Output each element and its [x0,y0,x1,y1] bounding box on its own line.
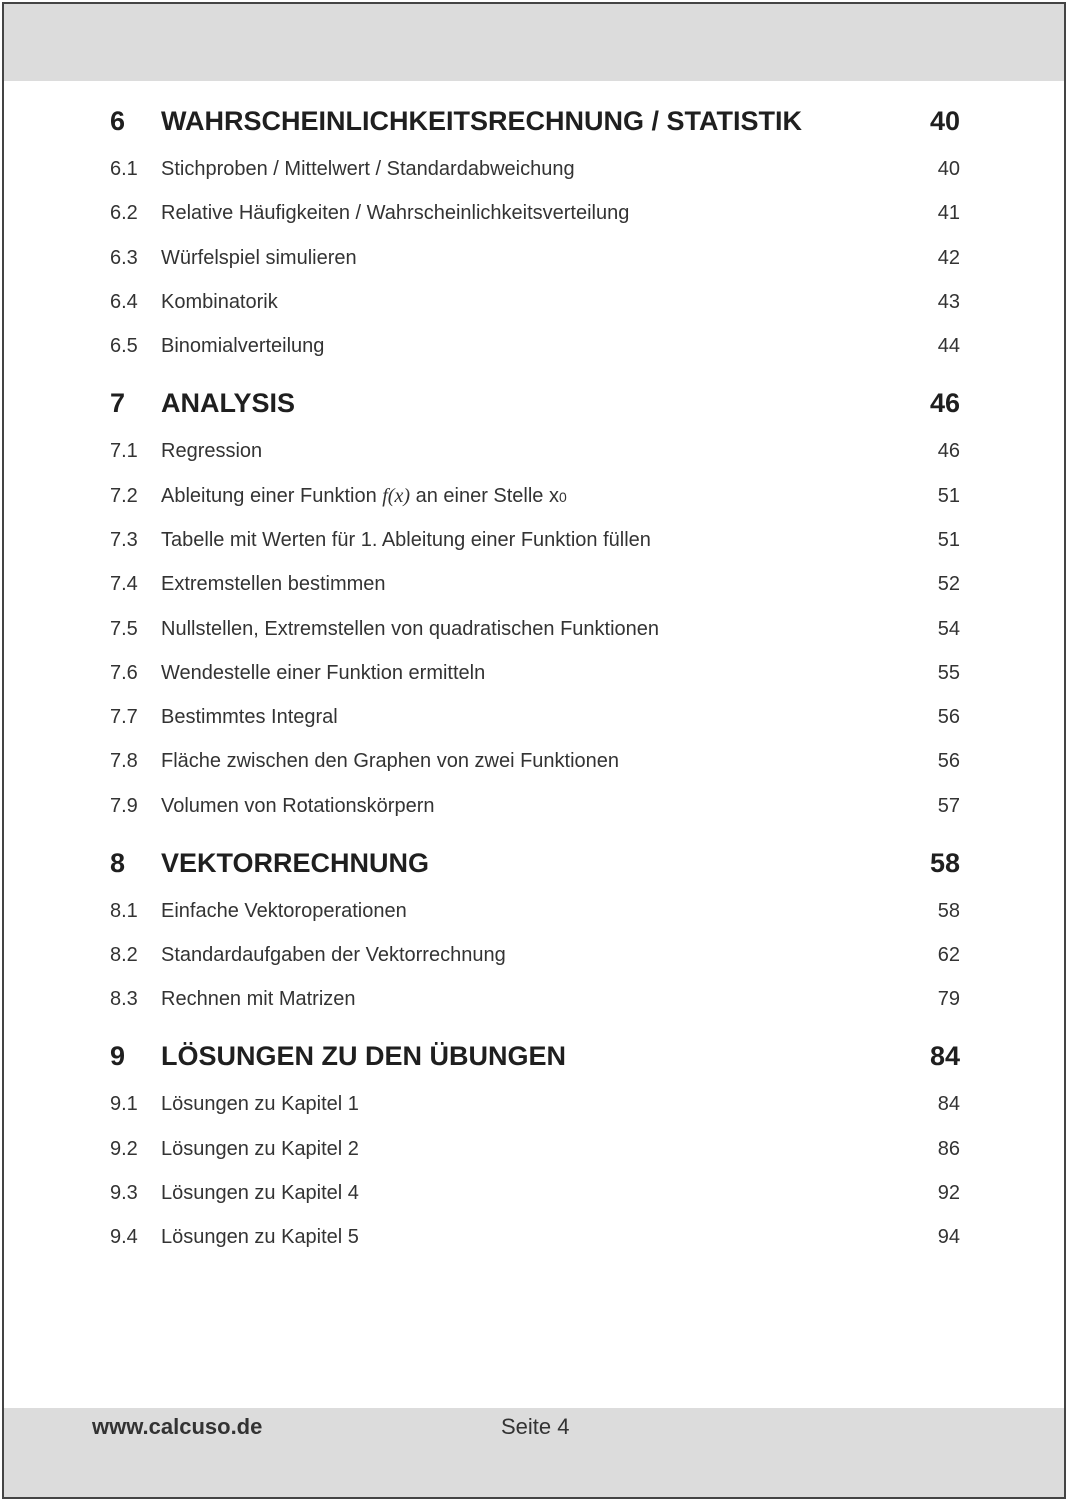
toc-page: 54 [937,617,960,640]
toc-section-7-6[interactable] [4,651,1064,695]
toc-page: 43 [937,290,960,313]
toc-title-text: Ableitung einer Funktion [161,484,383,507]
toc-page: 58 [937,899,960,922]
toc-number: 8 [110,847,126,878]
toc-title: Lösungen zu Kapitel 2 [161,1137,359,1160]
toc-number: 6.5 [110,334,138,357]
toc-page: 56 [937,705,960,728]
toc-section-7-5[interactable] [4,607,1064,651]
toc-number: 7.6 [110,661,138,684]
toc-section-8-1[interactable] [4,889,1064,933]
toc-title: Nullstellen, Extremstellen von quadratischen Funktionen [161,617,660,640]
toc-title: ANALYSIS [161,387,296,418]
toc-section-7-2[interactable] [4,474,1064,518]
toc-number: 7.7 [110,705,138,728]
toc-section-6-5[interactable] [4,324,1064,368]
toc-section-6-4[interactable] [4,280,1064,324]
toc-title: Lösungen zu Kapitel 4 [161,1181,359,1204]
toc-title: LÖSUNGEN ZU DEN ÜBUNGEN [161,1040,567,1071]
toc-page: 42 [937,246,960,269]
toc-page: 62 [937,943,960,966]
toc-number: 7 [110,387,126,418]
toc-page: 40 [937,157,960,180]
toc-title: Extremstellen bestimmen [161,572,386,595]
toc-number: 6.2 [110,201,138,224]
toc-page: 41 [937,201,960,224]
toc-title: Rechnen mit Matrizen [161,987,356,1010]
toc-page: 44 [937,334,960,357]
toc-page: 92 [937,1181,960,1204]
toc-section-9-4[interactable] [4,1215,1064,1259]
toc-number: 7.9 [110,794,138,817]
toc-section-7-4[interactable] [4,562,1064,606]
toc-title: Relative Häufigkeiten / Wahrscheinlichkeitsverteilung [161,201,630,224]
toc-title: Kombinatorik [161,290,278,313]
toc-title: WAHRSCHEINLICHKEITSRECHNUNG / STATISTIK [161,105,802,136]
toc-title: Einfache Vektoroperationen [161,899,407,922]
toc-page: 57 [937,794,960,817]
toc-title: Tabelle mit Werten für 1. Ableitung einer Funktion füllen [161,528,651,551]
toc-section-9-3[interactable] [4,1171,1064,1215]
footer-website-link[interactable]: www.calcuso.de [92,1414,263,1439]
toc-section-7-8[interactable] [4,739,1064,783]
toc-number: 6.3 [110,246,138,269]
toc-number: 6 [110,105,126,136]
toc-title: Volumen von Rotationskörpern [161,794,435,817]
toc-section-7-9[interactable] [4,784,1064,828]
toc-title: Standardaufgaben der Vektorrechnung [161,943,506,966]
toc-number: 9.3 [110,1181,138,1204]
toc-title: Lösungen zu Kapitel 5 [161,1225,359,1248]
toc-title: Regression [161,439,263,462]
document-page [2,2,1066,1499]
toc-section-7-7[interactable] [4,695,1064,739]
toc-number: 6.4 [110,290,138,313]
subscript: 0 [559,488,567,505]
toc-page: 52 [937,572,960,595]
toc-section-9-2[interactable] [4,1127,1064,1171]
toc-title: Fläche zwischen den Graphen von zwei Funktionen [161,749,620,772]
toc-number: 7.1 [110,439,138,462]
toc-number: 7.3 [110,528,138,551]
toc-section-6-2[interactable] [4,191,1064,235]
toc-number: 6.1 [110,157,138,180]
toc-page: 55 [937,661,960,684]
toc-chapter-6[interactable] [4,99,1064,143]
toc-chapter-9[interactable] [4,1034,1064,1078]
toc-section-8-3[interactable] [4,977,1064,1021]
toc-number: 8.2 [110,943,138,966]
toc-number: 7.5 [110,617,138,640]
toc-title: Binomialverteilung [161,334,325,357]
toc-page: 84 [937,1092,960,1115]
toc-chapter-7[interactable] [4,381,1064,425]
toc-section-7-3[interactable] [4,518,1064,562]
toc-number: 7.2 [110,484,138,507]
footer-page-number: Seite 4 [501,1414,570,1439]
toc-section-6-1[interactable] [4,147,1064,191]
toc-page: 84 [929,1040,960,1071]
toc-number: 9.1 [110,1092,138,1115]
toc-title-text: an einer Stelle x [410,484,559,507]
toc-page: 56 [937,749,960,772]
toc-page: 46 [929,387,960,418]
toc-title: Bestimmtes Integral [161,705,338,728]
toc-number: 9 [110,1040,126,1071]
toc-page: 79 [937,987,960,1010]
toc-title: Stichproben / Mittelwert / Standardabweichung [161,157,575,180]
toc-page: 86 [937,1137,960,1160]
toc-section-9-1[interactable] [4,1082,1064,1126]
toc-section-8-2[interactable] [4,933,1064,977]
toc-chapter-8[interactable] [4,841,1064,885]
toc-title: Wendestelle einer Funktion ermitteln [161,661,486,684]
header-band [4,4,1064,81]
toc-page: 58 [929,847,960,878]
toc-title [161,485,567,508]
toc-title: Lösungen zu Kapitel 1 [161,1092,359,1115]
toc-page: 40 [929,105,960,136]
toc-page: 51 [937,528,960,551]
toc-number: 7.8 [110,749,138,772]
toc-number: 8.1 [110,899,138,922]
toc-section-6-3[interactable] [4,236,1064,280]
toc-number: 8.3 [110,987,138,1010]
math-expression: f(x) [382,484,411,507]
toc-page: 94 [937,1225,960,1248]
toc-page: 51 [937,484,960,507]
toc-page: 46 [937,439,960,462]
toc-number: 9.4 [110,1225,138,1248]
toc-number: 9.2 [110,1137,138,1160]
toc-title: Würfelspiel simulieren [161,246,357,269]
toc-number: 7.4 [110,572,138,595]
toc-title: VEKTORRECHNUNG [161,847,430,878]
toc-section-7-1[interactable] [4,429,1064,473]
